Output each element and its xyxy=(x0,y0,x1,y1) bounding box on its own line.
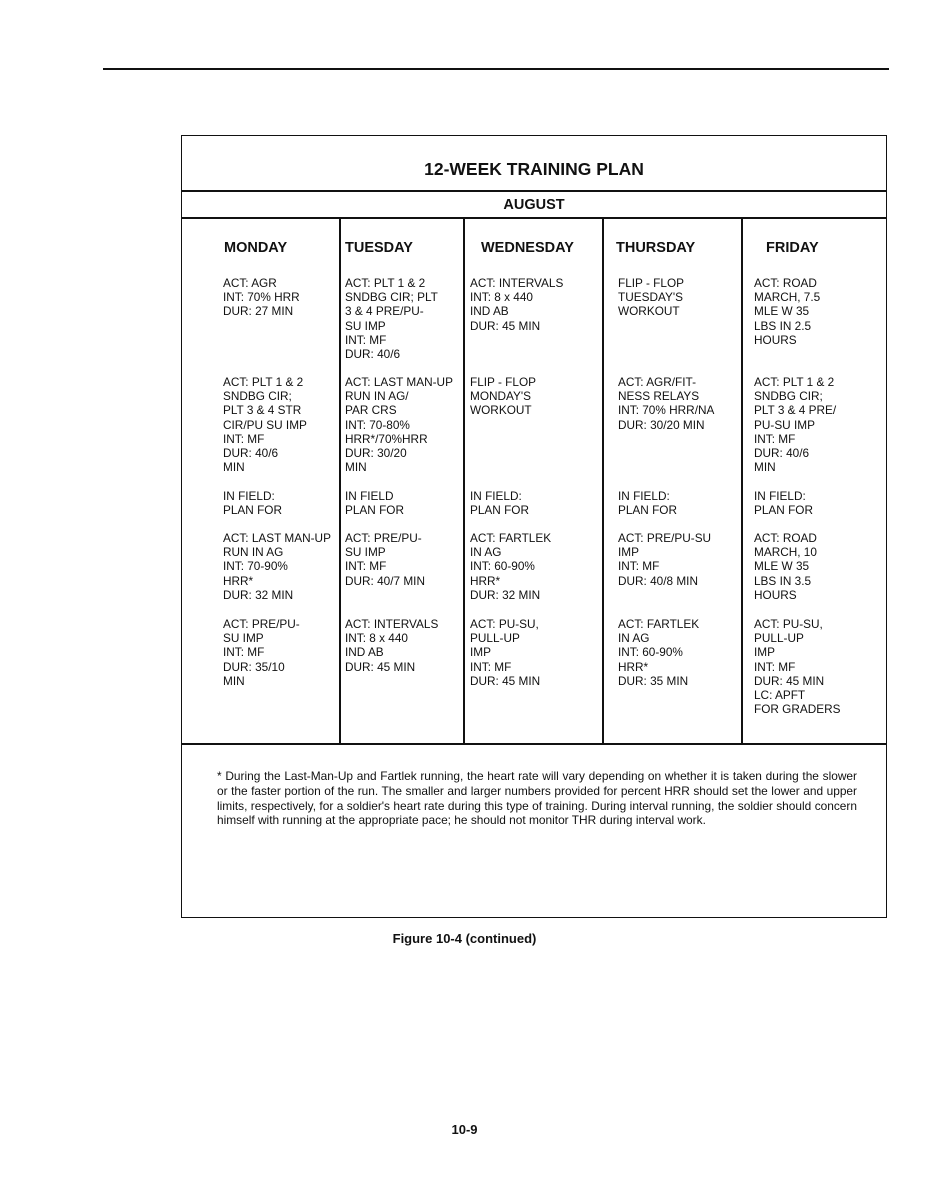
footnote: * During the Last-Man-Up and Fartlek running, the heart rate will vary depending on whether it is taken during the slower or the faster portion of the run. The smaller and larger numbers provided for percent HRR should set the lower and upper limits, respectively, for a soldier's heart rate during this type of training. During interval running, the soldier should concern himself with running at the appropriate pace; he should not monitor THR during interval work. xyxy=(217,769,857,828)
workout-entry: IN FIELD: PLAN FOR xyxy=(754,489,813,518)
column-divider xyxy=(602,217,604,744)
day-header-wednesday: WEDNESDAY xyxy=(481,240,574,256)
day-header-tuesday: TUESDAY xyxy=(345,240,413,256)
header-rule xyxy=(103,68,889,70)
table-title: 12-WEEK TRAINING PLAN xyxy=(424,159,644,179)
workout-entry: IN FIELD: PLAN FOR xyxy=(223,489,282,518)
workout-entry: ACT: PRE/PU-SU IMP INT: MF DUR: 40/8 MIN xyxy=(618,531,712,588)
workout-entry: ACT: AGR/FIT- NESS RELAYS INT: 70% HRR/NA DUR: 30/20 MIN xyxy=(618,375,715,432)
month-divider xyxy=(182,217,886,219)
workout-entry: ACT: FARTLEK IN AG INT: 60-90% HRR* DUR: 32 MIN xyxy=(470,531,552,602)
workout-entry: IN FIELD: PLAN FOR xyxy=(618,489,677,518)
workout-entry: ACT: PLT 1 & 2 SNDBG CIR; PLT 3 & 4 PRE/ PU-SU IMP INT: MF DUR: 40/6 MIN xyxy=(754,375,837,475)
workout-entry: FLIP - FLOP TUESDAY'S WORKOUT xyxy=(618,276,684,319)
workout-entry: ACT: INTERVALS INT: 8 x 440 IND AB DUR: 45 MIN xyxy=(470,276,564,333)
workout-entry: ACT: INTERVALS INT: 8 x 440 IND AB DUR: 45 MIN xyxy=(345,617,439,674)
title-divider xyxy=(182,190,886,192)
workout-entry: ACT: AGR INT: 70% HRR DUR: 27 MIN xyxy=(223,276,300,319)
training-plan-table xyxy=(181,135,887,918)
workout-entry: IN FIELD: PLAN FOR xyxy=(470,489,529,518)
column-divider xyxy=(339,217,341,744)
workout-entry: ACT: ROAD MARCH, 7.5 MLE W 35 LBS IN 2.5 HOURS xyxy=(754,276,821,347)
workout-entry: ACT: PRE/PU- SU IMP INT: MF DUR: 40/7 MIN xyxy=(345,531,425,588)
figure-caption: Figure 10-4 (continued) xyxy=(392,931,537,946)
workout-entry: ACT: LAST MAN-UP RUN IN AG/ PAR CRS INT: 70-80% HRR*/70%HRR DUR: 30/20 MIN xyxy=(345,375,453,475)
workout-entry: ACT: PRE/PU- SU IMP INT: MF DUR: 35/10 MIN xyxy=(223,617,300,688)
workout-entry: ACT: PU-SU, PULL-UP IMP INT: MF DUR: 45 MIN xyxy=(470,617,541,688)
workout-entry: ACT: PLT 1 & 2 SNDBG CIR; PLT 3 & 4 STR CIR/PU SU IMP INT: MF DUR: 40/6 MIN xyxy=(223,375,307,475)
workout-entry: ACT: PLT 1 & 2 SNDBG CIR; PLT 3 & 4 PRE/PU- SU IMP INT: MF DUR: 40/6 xyxy=(345,276,438,362)
day-header-friday: FRIDAY xyxy=(766,240,819,256)
workout-entry: ACT: ROAD MARCH, 10 MLE W 35 LBS IN 3.5 HOURS xyxy=(754,531,817,602)
workout-entry: ACT: PU-SU, PULL-UP IMP INT: MF DUR: 45 MIN LC: APFT FOR GRADERS xyxy=(754,617,841,717)
workout-entry: IN FIELD PLAN FOR xyxy=(345,489,404,518)
notes-divider xyxy=(182,743,886,745)
month-heading: AUGUST xyxy=(503,197,565,213)
page-number: 10-9 xyxy=(451,1122,478,1137)
day-header-monday: MONDAY xyxy=(224,240,288,256)
workout-entry: ACT: FARTLEK IN AG INT: 60-90% HRR* DUR: 35 MIN xyxy=(618,617,700,688)
workout-entry: FLIP - FLOP MONDAY'S WORKOUT xyxy=(470,375,536,418)
column-divider xyxy=(741,217,743,744)
day-header-thursday: THURSDAY xyxy=(616,240,696,256)
workout-entry: ACT: LAST MAN-UP RUN IN AG INT: 70-90% HRR* DUR: 32 MIN xyxy=(223,531,331,602)
column-divider xyxy=(463,217,465,744)
